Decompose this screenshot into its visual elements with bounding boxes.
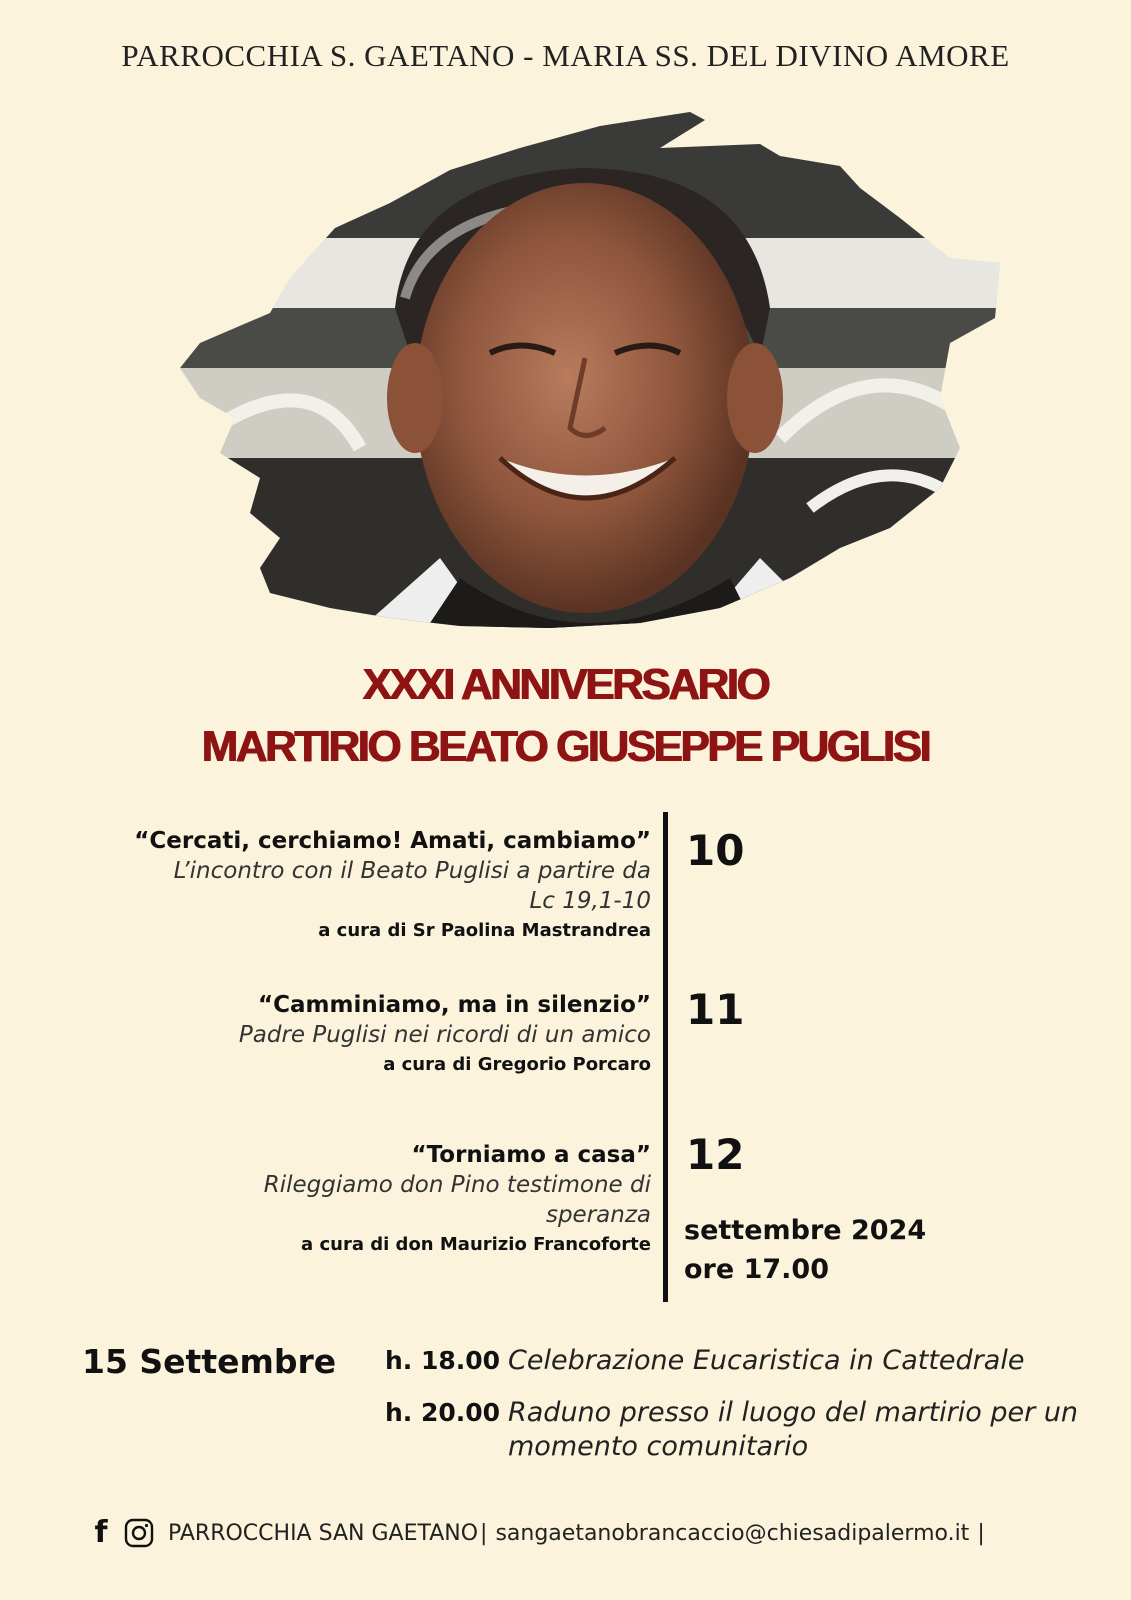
footer <box>90 1516 987 1550</box>
event-description-line: Rileggiamo don Pino testimone di <box>263 1172 651 1198</box>
event-description <box>134 856 651 916</box>
sept15-date: 15 Settembre <box>82 1342 337 1381</box>
martyrdom-title: MARTIRIO BEATO GIUSEPPE PUGLISI <box>201 722 930 771</box>
anniversary-title: XXXI ANNIVERSARIO <box>362 660 769 709</box>
event-speaker: a cura di Sr Paolina Mastrandrea <box>318 920 651 941</box>
event-11 <box>239 992 651 1075</box>
footer-email-link[interactable]: sangaetanobrancaccio@chiesadipalermo.it <box>495 1520 970 1546</box>
event-time: ore 17.00 <box>684 1254 829 1285</box>
event-description-line: L’incontro con il Beato Puglisi a partire da <box>173 858 651 884</box>
event-title: “Cercati, cerchiamo! Amati, cambiamo” <box>134 828 651 854</box>
event-description <box>239 1020 651 1050</box>
footer-parish-name: PARROCCHIA SAN GAETANO <box>168 1520 479 1546</box>
schedule-description: Celebrazione Eucaristica in Cattedrale <box>508 1345 1025 1376</box>
event-10 <box>134 828 651 941</box>
event-description-line: Padre Puglisi nei ricordi di un amico <box>238 1022 651 1048</box>
event-speaker: a cura di don Maurizio Francoforte <box>301 1234 651 1255</box>
month-year: settembre 2024 <box>684 1215 927 1246</box>
facebook-icon[interactable]: f <box>94 1515 108 1550</box>
portrait-photo <box>160 108 1020 638</box>
event-description-line: Lc 19,1-10 <box>529 888 651 914</box>
event-title: “Camminiamo, ma in silenzio” <box>258 992 651 1018</box>
vertical-divider <box>663 812 668 1302</box>
footer-separator: | <box>977 1520 985 1546</box>
event-speaker: a cura di Gregorio Porcaro <box>383 1054 651 1075</box>
schedule-time: h. 18.00 <box>385 1346 501 1375</box>
day-number: 10 <box>686 826 745 875</box>
instagram-icon[interactable] <box>124 1518 154 1548</box>
schedule-description: Raduno presso il luogo del martirio per un momento comunitario <box>508 1397 1079 1462</box>
footer-separator: | <box>480 1520 488 1546</box>
day-number: 11 <box>686 985 745 1034</box>
parish-header: PARROCCHIA S. GAETANO - MARIA SS. DEL DIVINO AMORE <box>121 38 1010 73</box>
event-12 <box>264 1142 651 1255</box>
event-description <box>264 1170 651 1230</box>
event-description-line: speranza <box>545 1202 651 1228</box>
day-number: 12 <box>686 1130 745 1179</box>
event-title: “Torniamo a casa” <box>411 1142 651 1168</box>
schedule-time: h. 20.00 <box>385 1398 501 1427</box>
